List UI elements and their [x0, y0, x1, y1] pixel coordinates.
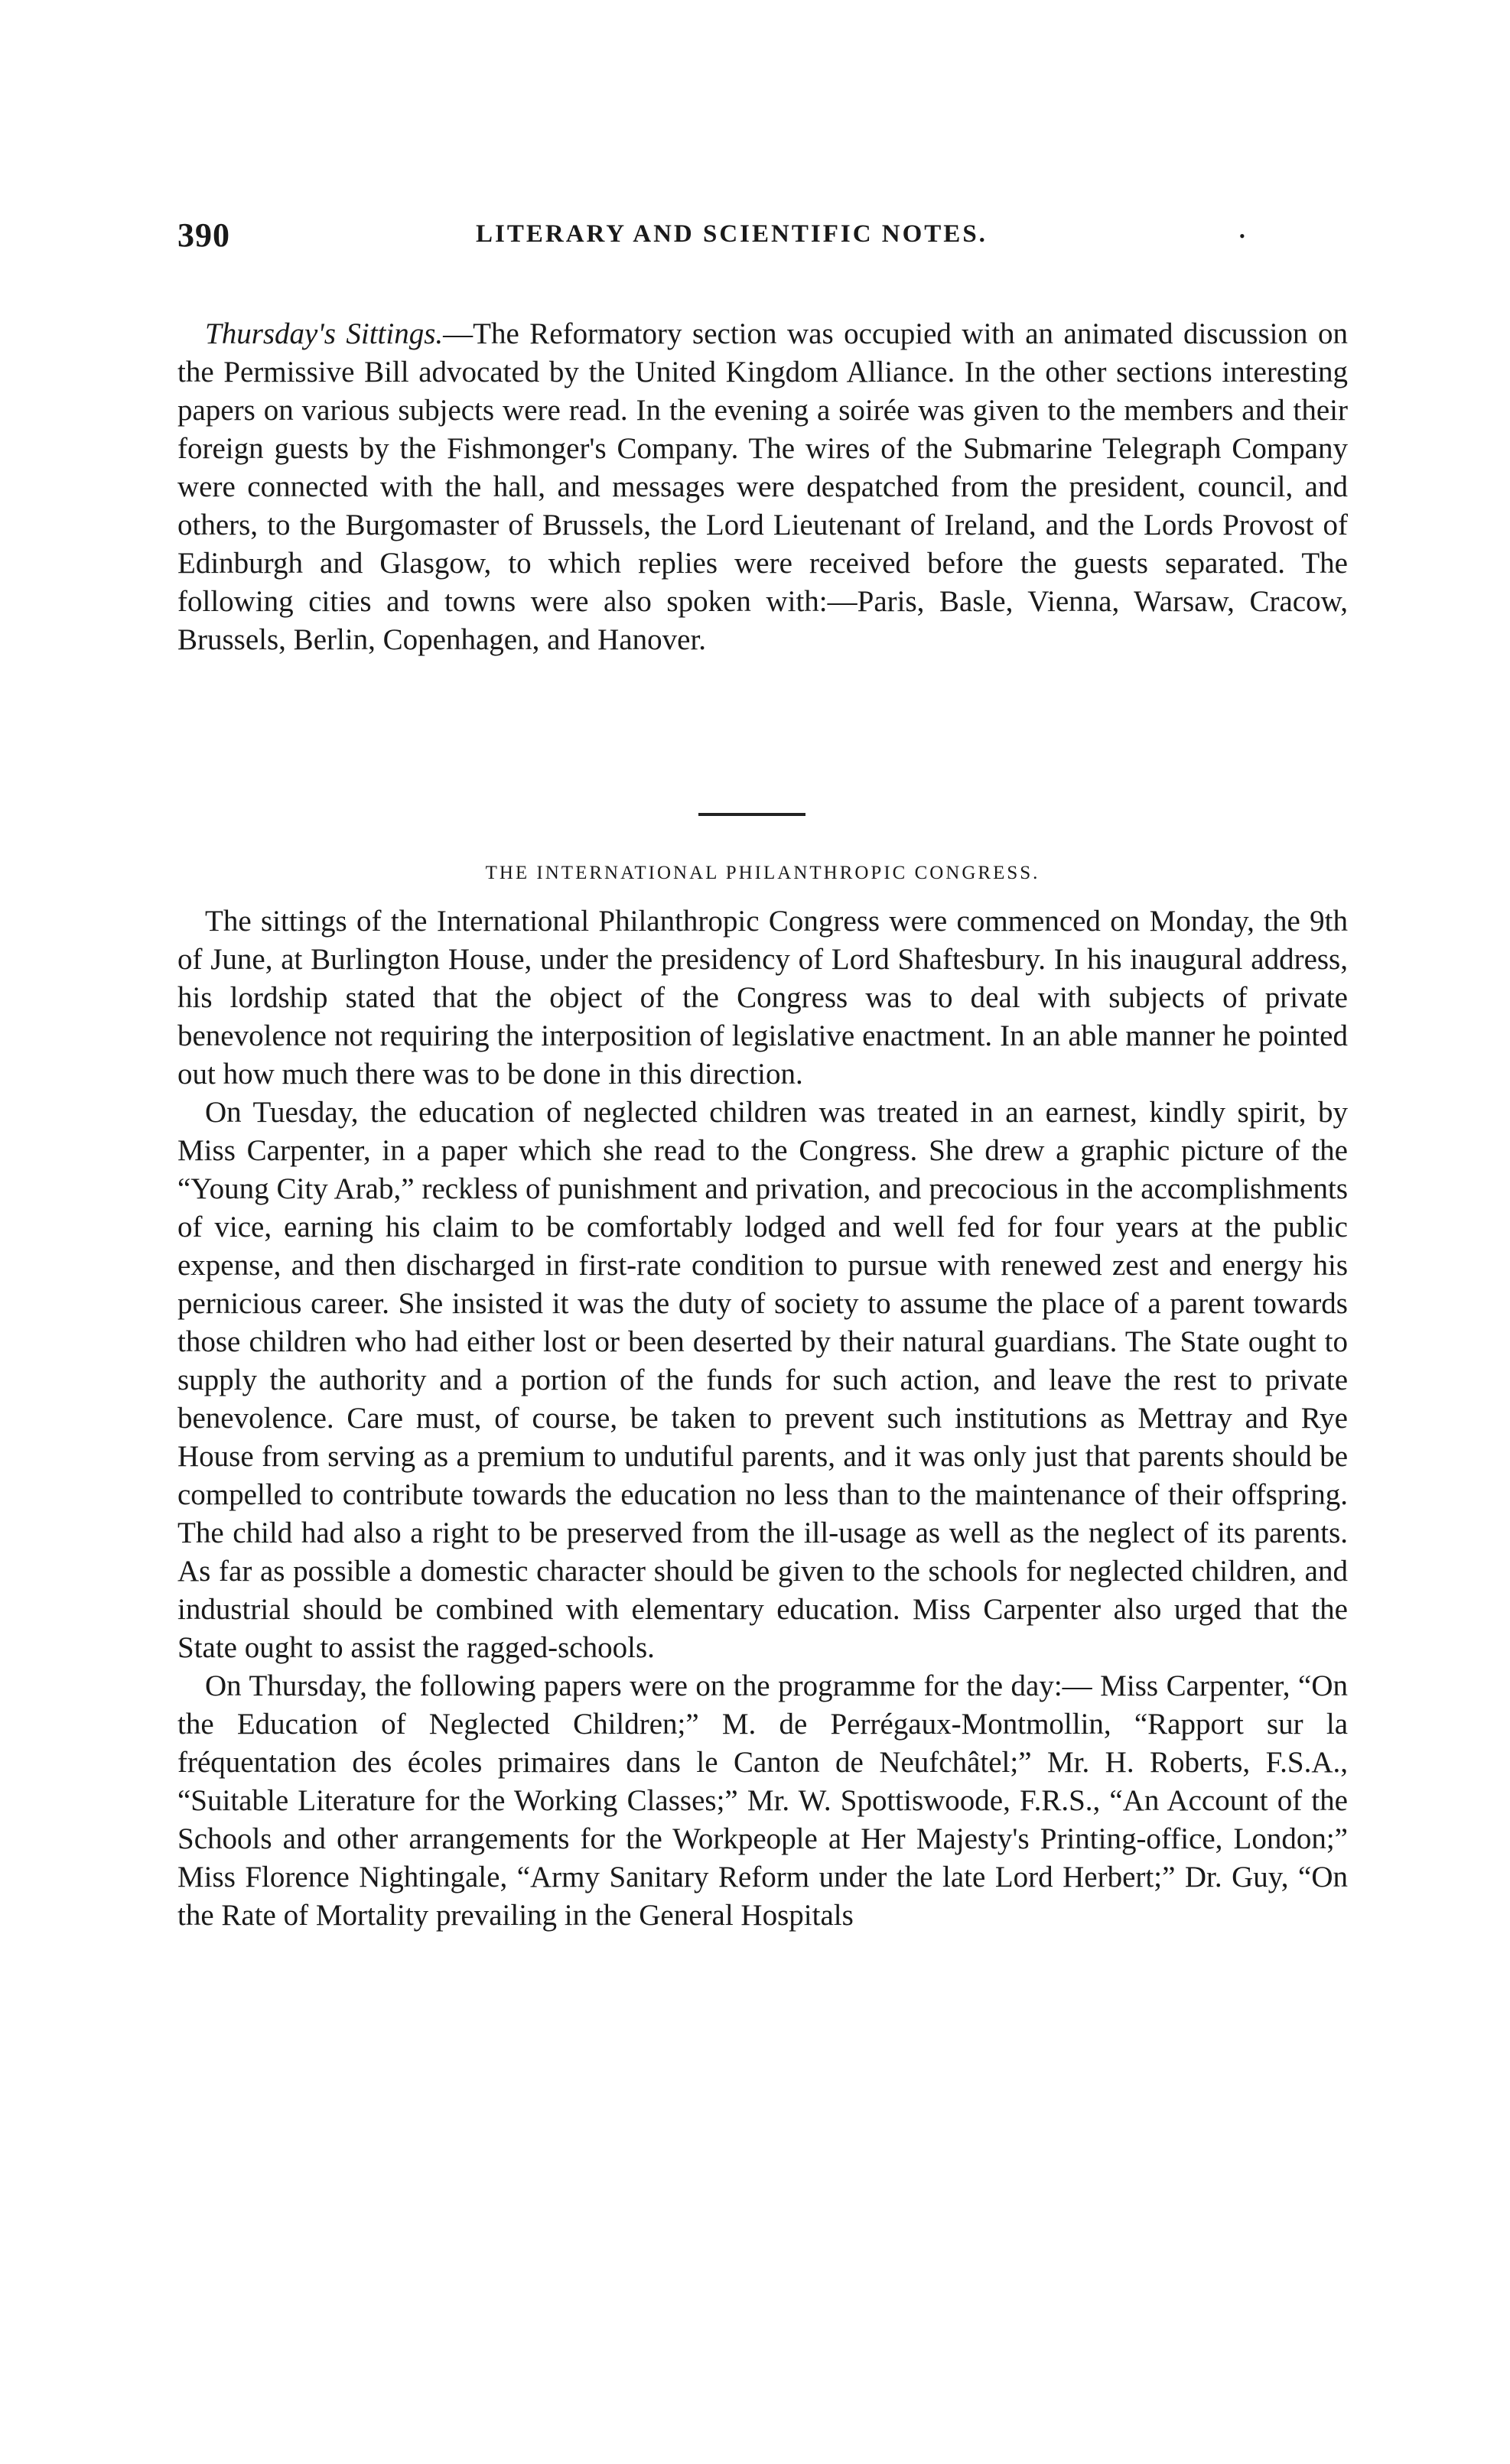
printer-mark: • — [1239, 226, 1245, 245]
congress-paragraph-tuesday: On Tuesday, the education of neglected children was treated in an earnest, kindly spirit, by Miss Carpenter, in a paper which she read to the Congress. She drew a graphic picture of the “Young City Arab,” reckless of punishment and privation, and precocious in the accomplishments of vice, earning his claim to be comfortably lodged and well fed for four years at the public expense, and then discharged in first-rate condition to pursue with renewed zest and energy his pernicious career. She insisted it was the duty of society to assume the place of a parent towards those children who had either lost or been deserted by their natural guardians. The State ought to supply the authority and a portion of the funds for such action, and leave the rest to private benevolence. Care must, of course, be taken to prevent such institutions as Mettray and Rye House from serving as a premium to undutiful parents, and it was only just that parents should be compelled to contribute towards the education no less than to the maintenance of their offspring. The child had also a right to be preserved from the ill-usage as well as the neglect of its parents. As far as possible a domestic character should be given to the schools for neglected children, and industrial should be combined with elementary education. Miss Carpenter also urged that the State ought to assist the ragged-schools. — [177, 1096, 1348, 1664]
section-divider-rule — [698, 813, 805, 816]
running-head — [177, 216, 1348, 262]
thursday-sittings-paragraph — [177, 315, 1348, 659]
page-number: 390 — [177, 216, 230, 254]
congress-paragraph-monday: The sittings of the International Philanthropic Congress were commenced on Monday, the 9th of June, at Burlington House, under the presidency of Lord Shaftesbury. In his inaugural address, his lordship stated that the object of the Congress was to deal with subjects of private benevolence not requiring the interposition of legislative enactment. In an able manner he pointed out how much there was to be done in this direction. — [177, 905, 1348, 1091]
thursday-sittings-lead: Thursday's Sittings. — [205, 317, 444, 350]
thursday-sittings-text: —The Reformatory section was occupied with an animated discussion on the Permissive Bill advocated by the United Kingdom Alliance. In the other sections interesting papers on various subjects were read. In the evening a soirée was given to the members and their foreign guests by the Fishmonger's Company. The wires of the Submarine Telegraph Company were connected with the hall, and messages were despatched from the president, council, and others, to the Burgomaster of Brussels, the Lord Lieutenant of Ireland, and the Lords Provost of Edinburgh and Glasgow, to which replies were received before the guests separated. The following cities and towns were also spoken with:—Paris, Basle, Vienna, Warsaw, Cracow, Brussels, Berlin, Copenhagen, and Hanover. — [177, 317, 1348, 656]
section-heading: THE INTERNATIONAL PHILANTHROPIC CONGRESS. — [485, 863, 1040, 883]
congress-body — [177, 902, 1348, 1935]
running-title: LITERARY AND SCIENTIFIC NOTES. — [476, 220, 988, 248]
thursday-sittings-block — [177, 315, 1348, 659]
congress-paragraph-thursday: On Thursday, the following papers were on the programme for the day:— Miss Carpenter, “On the Education of Neglected Children;” M. de Perrégaux-Montmollin, “Rapport sur la fréquentation des écoles primaires dans le Canton de Neufchâtel;” Mr. H. Roberts, F.S.A., “Suitable Literature for the Working Classes;” Mr. W. Spottiswoode, F.R.S., “An Account of the Schools and other arrangements for the Workpeople at Her Majesty's Printing-office, London;” Miss Florence Nightingale, “Army Sanitary Reform under the late Lord Herbert;” Dr. Guy, “On the Rate of Mortality prevailing in the General Hospitals — [177, 1669, 1348, 1932]
